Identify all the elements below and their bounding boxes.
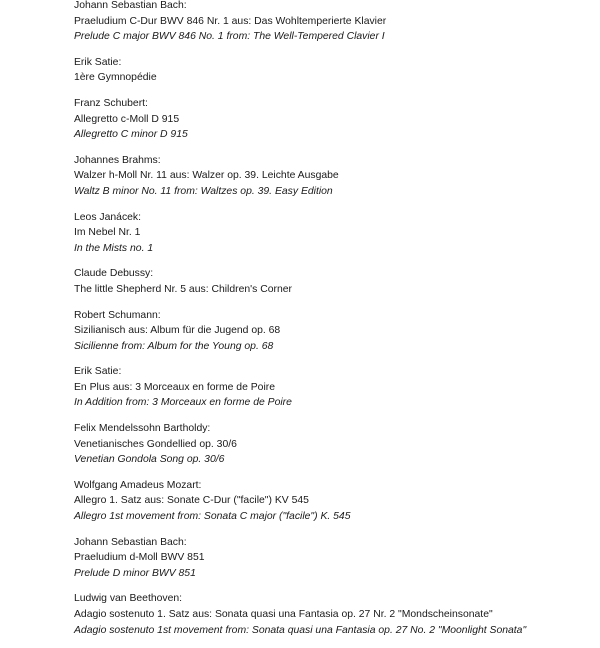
piece-translation: Allegro 1st movement from: Sonata C major ("facile") K. 545 bbox=[74, 511, 351, 523]
composer-name: Erik Satie: bbox=[74, 56, 122, 68]
list-item bbox=[74, 364, 594, 411]
piece-translation: Waltz B minor No. 11 from: Waltzes op. 39. Easy Edition bbox=[74, 185, 333, 197]
piece-title: Venetianisches Gondellied op. 30/6 bbox=[74, 438, 237, 450]
composer-name: Johann Sebastian Bach: bbox=[74, 536, 187, 548]
piece-translation: Venetian Gondola Song op. 30/6 bbox=[74, 454, 225, 466]
list-item bbox=[74, 0, 594, 45]
list-item bbox=[74, 55, 594, 86]
piece-title: Im Nebel Nr. 1 bbox=[74, 227, 141, 239]
list-item bbox=[74, 535, 594, 582]
list-item bbox=[74, 308, 594, 355]
piece-translation: Sicilienne from: Album for the Young op. 68 bbox=[74, 340, 274, 352]
list-item bbox=[74, 153, 594, 200]
piece-title: Walzer h-Moll Nr. 11 aus: Walzer op. 39. Leichte Ausgabe bbox=[74, 170, 339, 182]
list-item bbox=[74, 96, 594, 143]
composer-name: Johann Sebastian Bach: bbox=[74, 0, 187, 11]
list-item bbox=[74, 421, 594, 468]
piece-translation: Allegretto C minor D 915 bbox=[74, 129, 188, 141]
composer-name: Claude Debussy: bbox=[74, 268, 154, 280]
piece-title: Praeludium d-Moll BWV 851 bbox=[74, 552, 205, 564]
piece-title: Allegretto c-Moll D 915 bbox=[74, 113, 180, 125]
composer-name: Johannes Brahms: bbox=[74, 154, 161, 166]
list-item bbox=[74, 478, 594, 525]
composer-name: Robert Schumann: bbox=[74, 309, 161, 321]
composer-name: Felix Mendelssohn Bartholdy: bbox=[74, 423, 211, 435]
list-item bbox=[74, 210, 594, 257]
piece-title: The little Shepherd Nr. 5 aus: Children's Corner bbox=[74, 283, 292, 295]
piece-title: Adagio sostenuto 1. Satz aus: Sonata quasi una Fantasia op. 27 Nr. 2 "Mondscheinsonate" bbox=[74, 609, 493, 620]
piece-translation: In the Mists no. 1 bbox=[74, 242, 154, 254]
piece-title: Allegro 1. Satz aus: Sonate C-Dur ("facile") KV 545 bbox=[74, 495, 309, 507]
composer-name: Erik Satie: bbox=[74, 366, 122, 378]
composer-name: Ludwig van Beethoven: bbox=[74, 593, 183, 605]
piece-title: En Plus aus: 3 Morceaux en forme de Poire bbox=[74, 381, 275, 393]
piece-translation: Adagio sostenuto 1st movement from: Sonata quasi una Fantasia op. 27 No. 2 "Moonlight Sonata" bbox=[74, 624, 527, 636]
piece-title: Sizilianisch aus: Album für die Jugend op. 68 bbox=[74, 325, 281, 337]
piece-translation: Prelude C major BWV 846 No. 1 from: The Well-Tempered Clavier I bbox=[74, 31, 385, 43]
list-item bbox=[74, 591, 594, 638]
composer-name: Wolfgang Amadeus Mozart: bbox=[74, 479, 202, 491]
piece-title: 1ère Gymnopédie bbox=[74, 72, 157, 84]
document-page bbox=[74, 0, 594, 648]
composer-name: Franz Schubert: bbox=[74, 97, 148, 109]
piece-translation: In Addition from: 3 Morceaux en forme de Poire bbox=[74, 397, 292, 409]
piece-title: Praeludium C-Dur BWV 846 Nr. 1 aus: Das Wohltemperierte Klavier bbox=[74, 15, 387, 27]
piece-translation: Prelude D minor BWV 851 bbox=[74, 567, 196, 579]
list-item bbox=[74, 266, 594, 297]
composer-name: Leos Janácek: bbox=[74, 211, 142, 223]
